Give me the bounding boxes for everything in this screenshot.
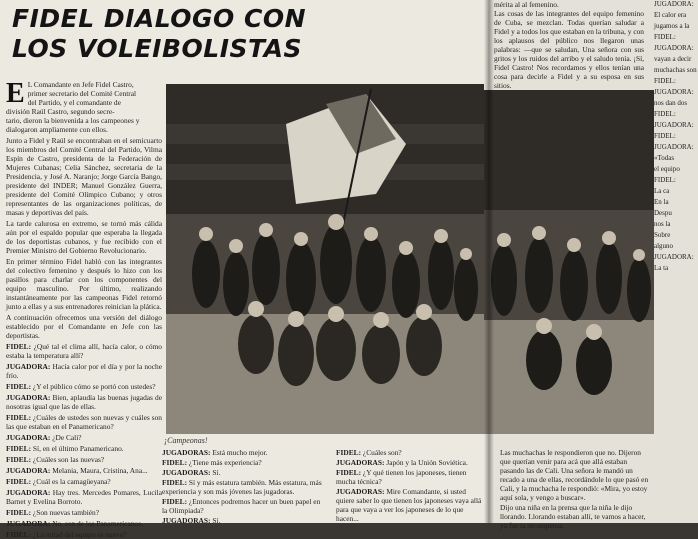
speaker: FIDEL:: [6, 455, 32, 464]
line-text: Japón y la Unión Soviética.: [386, 458, 468, 467]
line-text: ¿Son nuevas también?: [32, 508, 100, 517]
right-edge-column: [654, 0, 698, 523]
right-top-text: [494, 0, 644, 90]
dialogue-line: [162, 448, 322, 457]
speaker: JUGADORAS:: [336, 487, 385, 496]
side-line: alguno: [654, 242, 674, 250]
side-line: La ca: [654, 187, 670, 195]
speaker: FIDEL:: [336, 468, 362, 477]
line-text: ¿Cuáles de ustedes son nuevas y cuáles son las que estaban en el Panamericano?: [6, 413, 162, 431]
speaker: JUGADORA:: [6, 519, 51, 528]
intro-line: L Comandante en Jefe Fidel Castro,: [27, 80, 134, 89]
side-line: La ta: [654, 264, 669, 272]
line-text: ¿Qué tal el clima allí, hacía calor, o cómo estaba la temperatura allí?: [6, 342, 162, 360]
side-line: Sobre: [654, 231, 671, 239]
side-line: FIDEL:: [654, 77, 676, 85]
line-text: Hacía calor por el día y por la noche frío.: [6, 362, 162, 380]
side-line: nos dan dos: [654, 99, 688, 107]
side-line: FIDEL:: [654, 176, 676, 184]
dialogue-line: [6, 382, 162, 391]
side-line: «Todas: [654, 154, 675, 162]
line-text: ¿Y qué tienen los japoneses, tienen mucha técnica?: [336, 468, 467, 486]
speaker: FIDEL:: [6, 508, 32, 517]
intro-line: dialogaron ampliamente con ellos.: [6, 125, 108, 134]
body-paragraph: En primer término Fidel habló con las integrantes del colectivo femenino y después lo hizo con los pasillos para charlar con los componentes del equipo masculino. Por último, realizando instantáneamente por las campeonas Fidel retornó junto a ellas y a sus entrenadores reinician la plática.: [6, 257, 162, 311]
side-line: JUGADORA:: [654, 143, 694, 151]
line-text: Sí y más estatura también. Más estatura, más experiencia y son más jóvenes las jugadoras.: [162, 478, 322, 496]
dialogue-line: [162, 478, 322, 496]
side-line: El calor era: [654, 11, 687, 19]
line-text: ¿Entonces podremos hacer un buen papel en la Olimpiada?: [162, 497, 321, 515]
line-text: ¿Y el público cómo se portó con ustedes?: [32, 382, 156, 391]
dialogue-line: [6, 342, 162, 360]
speaker: FIDEL:: [6, 444, 32, 453]
side-line: JUGADORA:: [654, 0, 694, 8]
line-text: ¿Cuáles son?: [362, 448, 402, 457]
speaker: FIDEL:: [6, 477, 32, 486]
line-text: Sí, en el último Panamericano.: [32, 444, 124, 453]
dialogue-line: [162, 516, 322, 525]
article-intro: [6, 80, 162, 134]
side-line: jugamos a la: [654, 22, 690, 30]
line-text: ¿Cuál es la camagüeyana?: [32, 477, 111, 486]
line-text: ¿La mitad del equipo es nuevo?: [32, 530, 127, 539]
speaker: JUGADORA:: [6, 433, 51, 442]
line-text: Mire Comandante, si usted quiere saber lo que tienen los japoneses vaya allá para que vaya a ver los japoneses de lo que hacen...: [336, 487, 482, 523]
speaker: FIDEL:: [6, 530, 32, 539]
side-line: FIDEL:: [654, 132, 676, 140]
line-text: Bien, aplaudía las buenas jugadas de nosotras igual que las de ellas.: [6, 393, 162, 411]
speaker: JUGADORAS:: [162, 468, 211, 477]
page-gutter: [484, 0, 494, 523]
side-line: En la: [654, 198, 669, 206]
right-paragraph: Las cosas de las integrantes del equipo femenino de Cuba, se mezclan. Todas querían saludar a Fidel y a todos los que estaban en la tribuna, y con los aplausos del público nos llegaron unas palabras: —que se saludan, Una señora con sus gritos y los ruidos del arribo y el saludo tenía. ¡Sí, Fidel Castro! Nos recordamos y ellos tenían una cosa para decirle a Fidel y a su esposa en sus sitios.: [494, 9, 644, 90]
bottom-dialogue-col-1: [162, 448, 322, 526]
intro-line: del Partido, y el comandante de: [27, 98, 121, 107]
line-text: Sí.: [212, 468, 221, 477]
dialogue-line: [162, 458, 322, 467]
bottom-right-text: [500, 448, 650, 531]
dialogue-line: [6, 466, 162, 475]
dialogue-line: [6, 488, 162, 506]
intro-line: primer secretario del Comité Central: [27, 89, 137, 98]
side-line: muchachas son: [654, 66, 697, 74]
right-paragraph: mérita al al femenino.: [494, 0, 559, 9]
intro-line: tario, dieron la bienvenida a los campeones y: [6, 116, 140, 125]
dialogue-line: [336, 458, 486, 467]
side-line: Despu: [654, 209, 672, 217]
team-photo: [166, 84, 484, 434]
right-paragraph: Las muchachas le respondieron que no. Dijeron que querían venir para acá que allá estaban pasando las de Cali. Una señora le mandó un recado a una de ellas, recordándole lo que pasó en Cali, y la muchacha le respondió: «Mira, yo estoy aquí sola, y vengo a buscar».: [500, 448, 649, 502]
speaker: FIDEL:: [162, 497, 188, 506]
left-text-column: [6, 78, 162, 539]
speaker: JUGADORAS:: [162, 448, 211, 457]
speaker: FIDEL:: [6, 382, 32, 391]
side-line: JUGADORA:: [654, 88, 694, 96]
article-headline: FIDEL DIALOGO CON LOS VOLEIBOLISTAS: [12, 4, 307, 63]
dialogue-line: [336, 468, 486, 486]
speaker: JUGADORA:: [6, 466, 51, 475]
line-text: ¿De Cali?: [52, 433, 82, 442]
dialogue-line: [6, 477, 162, 486]
line-text: ¿Tiene más experiencia?: [188, 458, 262, 467]
side-line: JUGADORA:: [654, 44, 694, 52]
body-paragraph: Junto a Fidel y Raúl se encontraban en el semicuarto los miembros del Comité Central del Partido, Vilma Espín de Castro, presidenta de la Federación de Mujeres Cubanas; Celia Sánchez, secretaria de la Presidencia, y José A. Naranjo; Jorge García Bango, presidente del INDER; Manuel González Guerra, presidente del Comité Olímpico Cubano; y otros representantes de las organizaciones políticas, de masas y deportivas del país.: [6, 136, 162, 217]
right-paragraph: Dijo una niña en la prensa que la niña le dijo llorando. Llorando estaban allí, te vamos a hacer, ya fue la recompensa.: [500, 503, 646, 530]
dialogue-line: [6, 413, 162, 431]
speaker: JUGADORA:: [6, 393, 51, 402]
dialogue-line: [6, 393, 162, 411]
side-line: nos la: [654, 220, 671, 228]
side-line: JUGADORA:: [654, 121, 694, 129]
drop-cap: E: [6, 78, 25, 109]
dialogue-line: [6, 455, 162, 464]
dialogue-line: [6, 508, 162, 517]
speaker: JUGADORA:: [6, 362, 51, 371]
dialogue-line: [336, 487, 486, 523]
team-photo-right: [484, 90, 654, 434]
side-line: FIDEL:: [654, 33, 676, 41]
dialogue-line: [162, 497, 322, 515]
speaker: FIDEL:: [6, 342, 32, 351]
line-text: Melania, Maura, Cristina, Ana...: [52, 466, 148, 475]
speaker: FIDEL:: [162, 478, 188, 487]
line-text: Sí.: [212, 516, 221, 525]
body-paragraph: La tarde calurosa en extremo, se tornó más cálida aún por el espaldo popular que esperaba la llegada de los deportistas cubanos, y fue recibido con el Premier Ministro del Gobierno Revolucionario.: [6, 219, 162, 255]
body-paragraph: A continuación ofrecemos una versión del diálogo establecido por el Comandante en Jefe con las deportistas.: [6, 313, 162, 340]
dialogue-list: [6, 342, 162, 539]
side-line: JUGADORA:: [654, 253, 694, 261]
team-photo-graphic: [166, 84, 484, 434]
line-text: No, son de los Panamericanos.: [52, 519, 143, 528]
line-text: ¿Cuáles son las nuevas?: [32, 455, 105, 464]
dialogue-line: [162, 468, 322, 477]
photo-caption: ¡Campeonas!: [164, 436, 208, 445]
side-line: vayan a decir: [654, 55, 692, 63]
side-line: FIDEL:: [654, 110, 676, 118]
dialogue-line: [6, 519, 162, 528]
speaker: JUGADORAS:: [162, 516, 211, 525]
bottom-dialogue-col-2: [336, 448, 486, 524]
speaker: FIDEL:: [162, 458, 188, 467]
dialogue-line: [6, 362, 162, 380]
intro-line: división Raúl Castro, segundo secre-: [6, 107, 115, 116]
line-text: Hay tres. Mercedes Pomares, Lucila Barnet y Evelina Borroto.: [6, 488, 162, 506]
dialogue-line: [336, 448, 486, 457]
dialogue-line: [6, 433, 162, 442]
speaker: JUGADORAS:: [336, 458, 385, 467]
side-line: el equipo: [654, 165, 680, 173]
line-text: Está mucho mejor.: [212, 448, 268, 457]
speaker: JUGADORA:: [6, 488, 51, 497]
speaker: FIDEL:: [336, 448, 362, 457]
speaker: FIDEL:: [6, 413, 32, 422]
dialogue-line: [6, 444, 162, 453]
team-photo-right-graphic: [484, 90, 654, 434]
dialogue-line: [6, 530, 162, 539]
